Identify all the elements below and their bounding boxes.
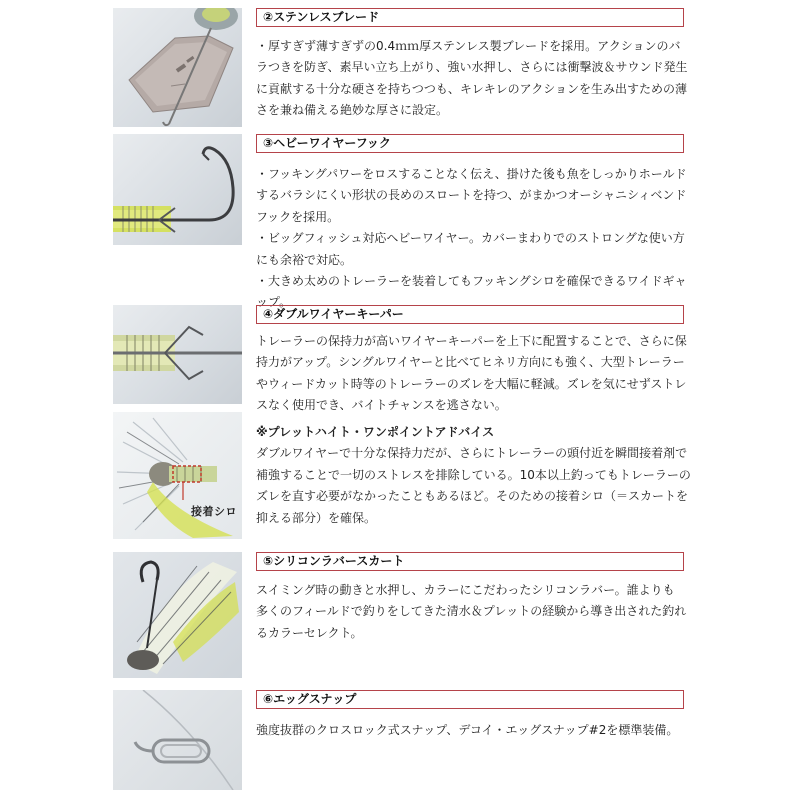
section-body-snap bbox=[256, 720, 692, 741]
body-line: ・大きめ太めのトレーラーを装着してもフッキングシロを確保できるワイドギャ bbox=[256, 274, 687, 289]
body-line: ・フッキングパワーをロスすることなく伝え、掛けた後も魚をしっかりホールド bbox=[256, 167, 687, 181]
section-header-blade: ②ステンレスブレード bbox=[256, 8, 684, 27]
body-line: ップ。 bbox=[256, 295, 292, 310]
silicone-skirt-photo bbox=[113, 552, 242, 678]
section-body-hook bbox=[256, 164, 692, 314]
body-line: 持力がアップ。シングルワイヤーと比べてヒネリ方向にも強く、大型トレーラー bbox=[256, 355, 685, 370]
section-header-skirt: ⑤シリコンラバースカート bbox=[256, 552, 684, 571]
body-line: フックを採用。 bbox=[256, 209, 340, 224]
body-line: トレーラーの保持力が高いワイヤーキーパーを上下に配置することで、さらに保 bbox=[256, 334, 687, 348]
body-line: スなく使用でき、バイトチャンスを逃さない。 bbox=[256, 398, 507, 413]
body-line: 多くのフィールドで釣りをしてきた清水＆プレットの経験から導き出された釣れ bbox=[256, 604, 687, 619]
body-line: スイミング時の動きと水押し、カラーにこだわったシリコンラバー。誰よりも bbox=[256, 583, 675, 597]
body-line: 補強することで一切のストレスを排除している。10本以上釣ってもトレーラーの bbox=[256, 467, 691, 482]
body-line: ズレを直す必要がなかったこともあるほど。そのための接着シロ（＝スカートを bbox=[256, 489, 689, 504]
section-header-snap: ⑥エッグスナップ bbox=[256, 690, 684, 709]
body-line: るカラーセレクト。 bbox=[256, 625, 363, 640]
glue-area-callout: 接着シロ bbox=[191, 505, 237, 518]
skirt-glue-photo bbox=[113, 412, 242, 539]
body-line: に貢献する十分な硬さを持ちつつも、キレキレのアクションを生み出すための薄 bbox=[256, 81, 688, 96]
section-body-blade bbox=[256, 36, 692, 122]
body-line: ・厚すぎず薄すぎずの0.4ｍｍ厚ステンレス製ブレードを採用。アクションのバ bbox=[256, 39, 681, 53]
section-body-skirt bbox=[256, 580, 692, 644]
section-header-hook: ③ヘビーワイヤーフック bbox=[256, 134, 684, 153]
double-wire-keeper-photo bbox=[113, 305, 242, 404]
heavy-wire-hook-photo bbox=[113, 134, 242, 245]
body-line: にも余裕で対応。 bbox=[256, 252, 353, 267]
egg-snap-photo bbox=[113, 690, 242, 790]
stainless-blade-photo bbox=[113, 8, 242, 127]
section-body-keeper bbox=[256, 331, 692, 417]
body-line: やウィードカット時等のトレーラーのズレを大幅に軽減。ズレを気にせずストレ bbox=[256, 376, 687, 391]
body-line: 強度抜群のクロスロック式スナップ、デコイ・エッグスナップ#2を標準装備。 bbox=[256, 723, 679, 737]
body-line: 抑える部分）を確保。 bbox=[256, 510, 377, 525]
body-line: ラつきを防ぎ、素早い立ち上がり、強い水押し、さらには衝撃波＆サウンド発生 bbox=[256, 60, 688, 75]
body-line: さを兼ね備える絶妙な厚さに設定。 bbox=[256, 103, 449, 118]
body-line: するバラシにくい形状の長めのスロートを持つ、がまかつオーシャニシィベンド bbox=[256, 188, 687, 203]
advice-title: ※プレットハイト・ワンポイントアドバイス bbox=[256, 425, 495, 439]
body-line: ・ビッグフィッシュ対応ヘビーワイヤー。カバーまわりでのストロングな使い方 bbox=[256, 231, 685, 246]
advice-note bbox=[256, 422, 692, 529]
section-header-keeper: ④ダブルワイヤーキーパー bbox=[256, 305, 684, 324]
body-line: ダブルワイヤーで十分な保持力だが、さらにトレーラーの頭付近を瞬間接着剤で bbox=[256, 446, 688, 461]
